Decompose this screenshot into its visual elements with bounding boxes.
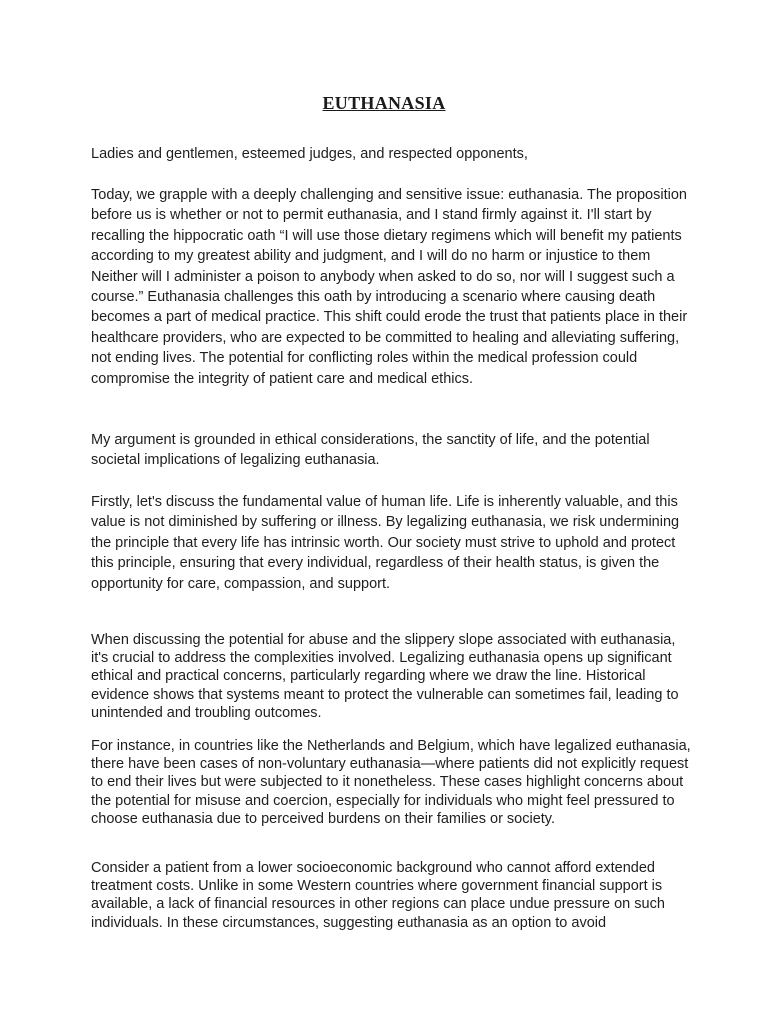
document-title: EUTHANASIA	[322, 93, 446, 113]
slippery-slope-paragraph: When discussing the potential for abuse and the slippery slope associated with euthanasia, it's crucial to address the complexities involved. Legalizing euthanasia opens up significant ethical and practical concerns, particularly regarding where we draw the line. Historical evidence shows that systems meant to protect the vulnerable can sometimes fail, leading to unintended and troubling outcomes.	[91, 632, 679, 721]
salutation-paragraph: Ladies and gentlemen, esteemed judges, and respected opponents,	[91, 146, 528, 162]
countries-paragraph: For instance, in countries like the Netherlands and Belgium, which have legalized euthanasia, there have been cases of non-voluntary euthanasia—where patients did not explicitly request to end their lives but were subjected to it nonetheless. These cases highlight concerns about the potential for misuse and coercion, especially for individuals who might feel pressured to choose euthanasia due to perceived burdens on their families or society.	[91, 738, 691, 827]
intro-paragraph: Today, we grapple with a deeply challenging and sensitive issue: euthanasia. The proposition before us is whether or not to permit euthanasia, and I stand firmly against it. I'll start by recalling the hippocratic oath “I will use those dietary regimens which will benefit my patients according to my greatest ability and judgment, and I will do no harm or injustice to them Neither will I administer a poison to anybody when asked to do so, nor will I suggest such a course.” Euthanasia challenges this oath by introducing a scenario where causing death becomes a part of medical practice. This shift could erode the trust that patients place in their healthcare providers, who are expected to be committed to healing and alleviating suffering, not ending lives. The potential for conflicting roles within the medical profession could compromise the integrity of patient care and medical ethics.	[91, 187, 688, 387]
socioeconomic-paragraph: Consider a patient from a lower socioeconomic background who cannot afford extended treatment costs. Unlike in some Western countries where government financial support is available, a lack of financial resources in other regions can place undue pressure on such individuals. In these circumstances, suggesting euthanasia as an option to avoid	[91, 860, 665, 931]
argument-paragraph: My argument is grounded in ethical considerations, the sanctity of life, and the potential societal implications of legalizing euthanasia.	[91, 432, 650, 469]
value-of-life-paragraph: Firstly, let's discuss the fundamental value of human life. Life is inherently valuable, and this value is not diminished by suffering or illness. By legalizing euthanasia, we risk undermining the principle that every life has intrinsic worth. Our society must strive to uphold and protect this principle, ensuring that every individual, regardless of their health status, is given the opportunity for care, compassion, and support.	[91, 494, 680, 592]
